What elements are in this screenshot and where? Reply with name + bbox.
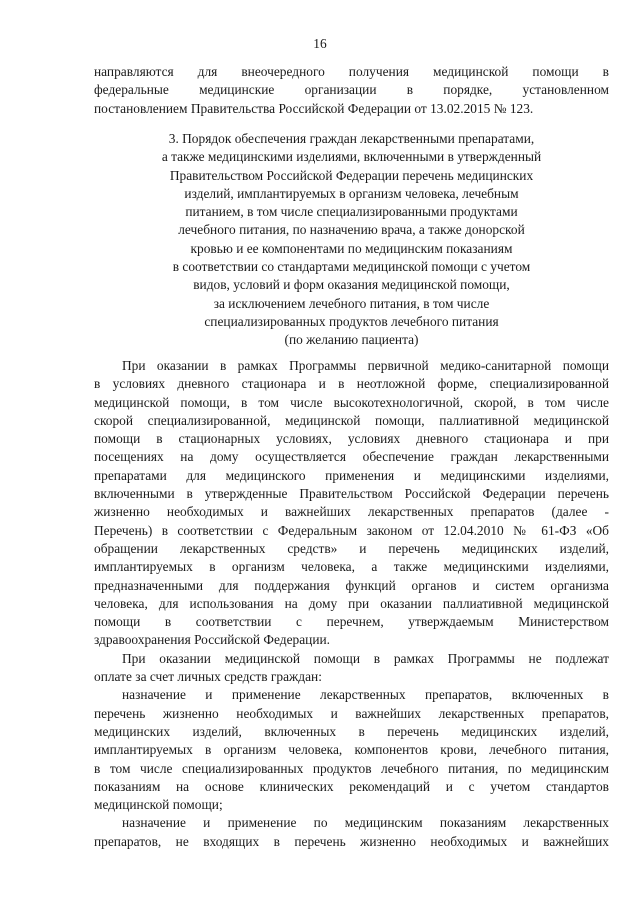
heading-line: изделий, имплантируемых в организм человека, лечебным: [184, 185, 519, 201]
heading-line: Правительством Российской Федерации перечень медицинских: [169, 167, 534, 183]
text-line: имплантируемых в организм человека, компонентов крови, лечебного питания,: [94, 742, 609, 758]
text-line: здравоохранения Российской Федерации.: [94, 632, 330, 648]
text-line: жизненно необходимых и важнейших лекарственных препаратов (далее -: [94, 504, 609, 520]
heading-line: 3. Порядок обеспечения граждан лекарственными препаратами,: [168, 131, 535, 146]
text-line: имплантируемых в организм человека, а также медицинскими изделиями,: [94, 559, 609, 575]
text-line: помощи в стационарных условиях, условиях дневного стационара и при: [94, 431, 609, 447]
text-line: Перечень) в соответствии с Федеральным законом от 12.04.2010 № 61-ФЗ «Об: [94, 522, 609, 538]
text-line: препаратами для медицинского применения и медицинскими изделиями,: [94, 467, 609, 483]
text-line: включенными в утвержденные Правительством Российской Федерации перечень: [94, 486, 609, 502]
paragraph-drug-provision: [94, 357, 609, 650]
text-line: скорой специализированной, медицинской помощи, паллиативной медицинской: [94, 412, 609, 428]
heading-line: (по желанию пациента): [284, 332, 419, 348]
text-line: предназначенными для поддержания функций органов и систем организма: [94, 577, 609, 593]
lead-paragraph: [94, 63, 609, 118]
text-line: федеральные медицинские организации в порядке, установленном: [94, 82, 609, 98]
text-line: обращении лекарственных средств» и перечень медицинских изделий,: [94, 540, 609, 556]
text-line: оплате за счет личных средств граждан:: [94, 669, 322, 685]
paragraph-free-of-charge: [94, 650, 609, 687]
text-line: медицинской помощи;: [94, 797, 223, 813]
text-line: При оказании в рамках Программы первичной медико-санитарной помощи: [122, 358, 609, 373]
text-line: перечень жизненно необходимых и важнейших лекарственных препаратов,: [94, 705, 609, 721]
section-heading: [94, 130, 609, 350]
heading-line: видов, условий и форм оказания медицинской помощи,: [193, 277, 510, 293]
heading-line: кровью и ее компонентами по медицинским показаниям: [190, 240, 513, 256]
text-line: препаратов, не входящих в перечень жизненно необходимых и важнейших: [94, 833, 609, 849]
text-line: в том числе специализированных продуктов лечебного питания, по медицинским: [94, 760, 609, 776]
main-text: [94, 357, 609, 851]
heading-line: специализированных продуктов лечебного питания: [204, 313, 499, 329]
text-line: посещениях на дому осуществляется обеспечение граждан лекарственными: [94, 449, 609, 465]
text-line: назначение и применение лекарственных препаратов, включенных в: [122, 687, 609, 703]
text-line: При оказании медицинской помощи в рамках Программы не подлежат: [122, 650, 609, 666]
heading-line: лечебного питания, по назначению врача, а также донорской: [178, 222, 525, 238]
text-line: постановлением Правительства Российской Федерации от 13.02.2015 № 123.: [94, 100, 534, 116]
heading-line: за исключением лечебного питания, в том числе: [213, 295, 490, 311]
heading-line: питанием, в том числе специализированными продуктами: [185, 204, 518, 220]
paragraph-list-item-1: [94, 686, 609, 814]
text-line: в условиях дневного стационара и в неотложной форме, специализированной: [94, 376, 609, 392]
text-line: человека, для использования на дому при оказании паллиативной медицинской: [94, 595, 609, 611]
text-line: медицинской помощи, в том числе высокотехнологичной, скорой, в том числе: [94, 394, 609, 410]
text-line: помощи в соответствии с перечнем, утверждаемым Министерством: [94, 614, 609, 630]
text-line: направляются для внеочередного получения медицинской помощи в: [94, 64, 609, 79]
text-line: медицинских изделий, включенных в перечень медицинских изделий,: [94, 723, 609, 739]
heading-line: а также медицинскими изделиями, включенными в утвержденный: [161, 149, 542, 165]
paragraph-list-item-2: [94, 814, 609, 851]
heading-line: в соответствии со стандартами медицинской помощи с учетом: [172, 259, 531, 275]
page-number: 16: [313, 36, 327, 51]
text-line: назначение и применение по медицинским показаниям лекарственных: [122, 815, 609, 831]
text-line: показаниям на основе клинических рекомендаций и с учетом стандартов: [94, 778, 609, 794]
